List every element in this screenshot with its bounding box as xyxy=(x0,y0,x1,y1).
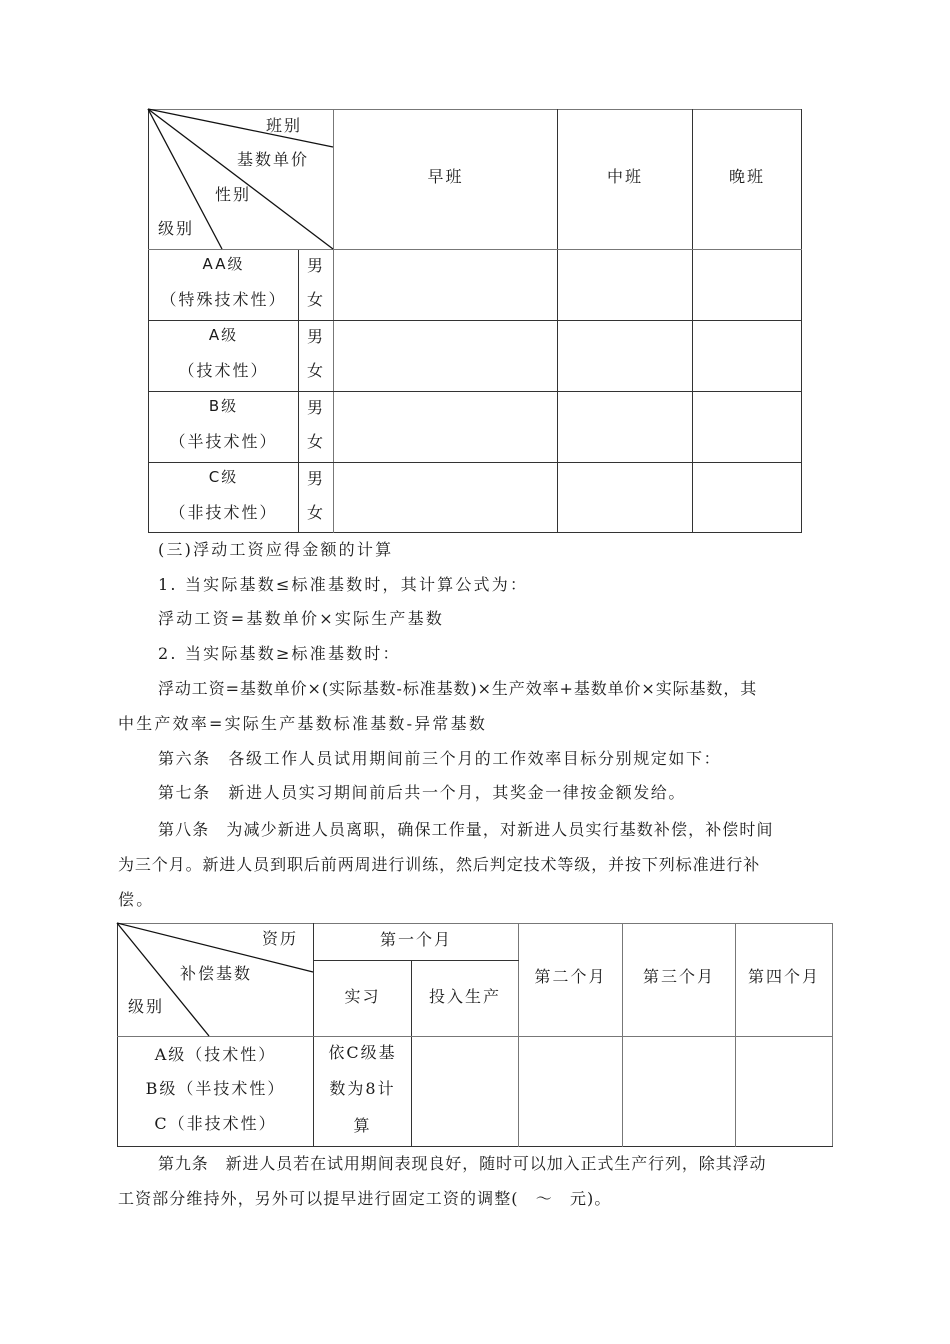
article-9-line-1: 第九条 新进人员若在试用期间表现良好，随时可以加入正式生产行列，除其浮动 xyxy=(158,1154,767,1173)
article-8-line-3: 偿。 xyxy=(118,890,155,909)
grade-a-desc: （技术性） xyxy=(178,361,269,380)
col-header-month-1: 第一个月 xyxy=(379,930,452,949)
gender-male: 男 xyxy=(306,327,325,346)
diag-label-seniority: 资历 xyxy=(262,929,299,948)
internship-note-line-3: 算 xyxy=(353,1116,372,1135)
internship-note-line-1: 依C级基 xyxy=(328,1043,397,1062)
formula-2-line-2: 中生产效率=实际生产基数标准基数-异常基数 xyxy=(118,714,488,733)
col-header-in-production: 投入生产 xyxy=(428,987,501,1006)
grade-c-label: C（非技术性） xyxy=(154,1114,277,1133)
col-header-internship: 实习 xyxy=(344,987,381,1006)
grade-a-label: A级（技术性） xyxy=(154,1045,277,1064)
col-header-month-4: 第四个月 xyxy=(747,967,820,986)
article-8-line-1: 第八条 为减少新进人员离职，确保工作量，对新进人员实行基数补偿，补偿时间 xyxy=(158,820,774,839)
gender-male: 男 xyxy=(306,469,325,488)
grade-aa: AA级 xyxy=(202,255,245,273)
article-7: 第七条 新进人员实习期间前后共一个月，其奖金一律按金额发给。 xyxy=(158,783,687,802)
diag-label-gender: 性别 xyxy=(215,185,252,204)
diag-label-grade: 级别 xyxy=(128,997,165,1016)
diag-label-grade: 级别 xyxy=(158,219,195,238)
col-header-middle: 中班 xyxy=(606,167,643,186)
internship-note-line-2: 数为8计 xyxy=(329,1079,396,1098)
grade-c-desc: （非技术性） xyxy=(169,503,278,522)
diag-label-compensation-base: 补偿基数 xyxy=(180,964,253,983)
gender-female: 女 xyxy=(306,432,325,451)
diag-label-shift: 班别 xyxy=(266,116,303,135)
article-6: 第六条 各级工作人员试用期间前三个月的工作效率目标分别规定如下： xyxy=(158,749,722,768)
diag-label-unit-price: 基数单价 xyxy=(237,150,310,169)
gender-male: 男 xyxy=(306,256,325,275)
grade-b: B级 xyxy=(208,397,239,415)
formula-condition-2: 2. 当实际基数≥标准基数时： xyxy=(158,644,401,663)
col-header-night: 晚班 xyxy=(728,167,765,186)
formula-1: 浮动工资=基数单价×实际生产基数 xyxy=(158,609,445,628)
grade-b-label: B级（半技术性） xyxy=(145,1079,286,1098)
grade-c: C级 xyxy=(208,468,239,486)
col-header-month-2: 第二个月 xyxy=(534,967,607,986)
grade-a: A级 xyxy=(208,326,239,344)
gender-female: 女 xyxy=(306,503,325,522)
formula-condition-1: 1. 当实际基数≤标准基数时，其计算公式为： xyxy=(158,575,529,594)
formula-2-line-1: 浮动工资=基数单价×(实际基数-标准基数)×生产效率+基数单价×实际基数，其 xyxy=(158,679,758,698)
gender-female: 女 xyxy=(306,361,325,380)
article-8-line-2: 为三个月。新进人员到职后前两周进行训练，然后判定技术等级，并按下列标准进行补 xyxy=(118,855,761,874)
article-9-line-2: 工资部分维持外，另外可以提早进行固定工资的调整( ～ 元)。 xyxy=(118,1189,612,1208)
grade-aa-desc: （特殊技术性） xyxy=(160,290,287,309)
grade-b-desc: （半技术性） xyxy=(169,432,278,451)
gender-male: 男 xyxy=(306,398,325,417)
col-header-morning: 早班 xyxy=(427,167,464,186)
section-heading: (三)浮动工资应得金额的计算 xyxy=(158,540,394,559)
col-header-month-3: 第三个月 xyxy=(642,967,715,986)
gender-female: 女 xyxy=(306,290,325,309)
